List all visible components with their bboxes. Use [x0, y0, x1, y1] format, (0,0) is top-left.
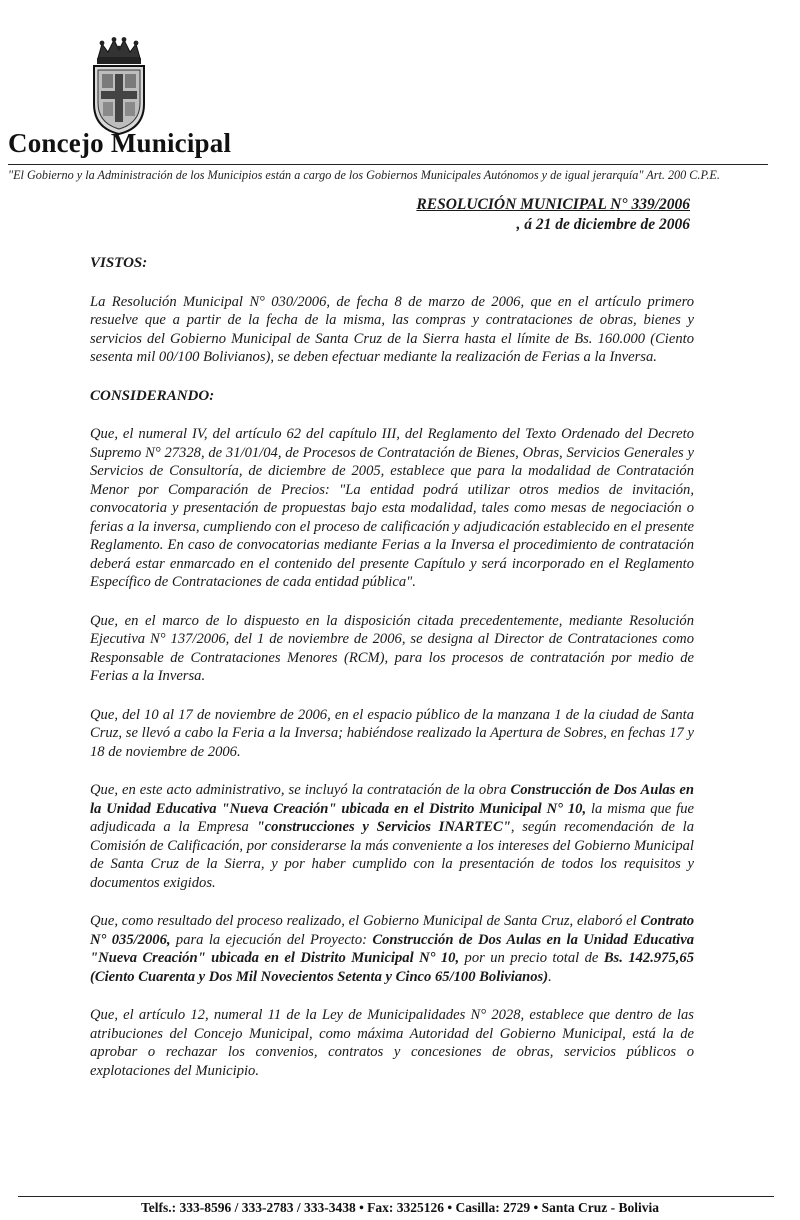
footer-divider	[18, 1196, 774, 1197]
p4-bold-1: Construcción de Dos Aulas en la Unidad Educativa "Nueva Creación" ubicada en el Distrito Municipal N° 10,	[90, 782, 694, 817]
considerando-heading: CONSIDERANDO:	[90, 387, 215, 404]
header-motto: "El Gobierno y la Administración de los Municipios están a cargo de los Gobiernos Municipales Autónomos y de igual jerarquía" Art. 200 C.P.E.	[8, 168, 720, 182]
resolution-date: , á 21 de diciembre de 2006	[516, 216, 690, 233]
p4-text-3: , según recomendación de la Comisión de Calificación, por considerarse la más conveniente a los intereses del Gobierno Municipal de Santa Cruz de la Sierra, y por haber cumplido con la presentación de todos los requisitos y documentos exigidos.	[90, 819, 695, 891]
considerando-paragraph-3: Que, del 10 al 17 de noviembre de 2006, en el espacio público de la manzana 1 de la ciudad de Santa Cruz, se llevó a cabo la Feria a la Inversa; habiéndose realizado la Apertura de Sobres, en fechas 17 y 18 de noviembre de 2006.	[90, 706, 694, 760]
considerando-paragraph-5	[90, 912, 694, 986]
header-divider	[8, 164, 768, 165]
coat-of-arms-icon	[88, 36, 150, 136]
vistos-paragraph: La Resolución Municipal N° 030/2006, de fecha 8 de marzo de 2006, que en el artículo primero resuelve que a partir de la fecha de la misma, las compras y contrataciones de obras, bienes y servicios del Gobierno Municipal de Santa Cruz de la Sierra hasta el límite de Bs. 160.000 (Ciento sesenta mil 00/100 Bolivianos), se deben efectuar mediante la realización de Ferias a la Inversa.	[90, 293, 694, 365]
p4-text-2: la misma que fue adjudicada a la Empresa	[90, 800, 694, 835]
p5-text-4: .	[548, 968, 552, 985]
p5-bold-1: Contrato N° 035/2006,	[90, 913, 694, 948]
considerando-paragraph-2: Que, en el marco de lo dispuesto en la disposición citada precedentemente, mediante Resolución Ejecutiva N° 137/2006, del 1 de noviembre de 2006, se designa al Director de Contrataciones como Responsable de Contrataciones Menores (RCM), para los procesos de contratación por medio de Ferias a la Inversa.	[90, 612, 694, 684]
p4-bold-2: "construcciones y Servicios INARTEC"	[256, 819, 511, 835]
considerando-paragraph-4	[90, 781, 694, 892]
p5-bold-2: Construcción de Dos Aulas en la Unidad Educativa "Nueva Creación" ubicada en el Distrito Municipal N° 10,	[90, 931, 695, 966]
vistos-heading: VISTOS:	[90, 255, 148, 271]
p5-text-2: para la ejecución del Proyecto:	[170, 931, 373, 948]
document-body	[90, 254, 694, 1100]
footer-contact: Telfs.: 333-8596 / 333-2783 / 333-3438 • Fax: 3325126 • Casilla: 2729 • Santa Cruz - Bolivia	[140, 1200, 660, 1215]
resolution-title: RESOLUCIÓN MUNICIPAL N° 339/2006	[416, 196, 690, 213]
organization-name: Concejo Municipal	[8, 128, 232, 158]
considerando-paragraph-6: Que, el artículo 12, numeral 11 de la Ley de Municipalidades N° 2028, establece que dentro de las atribuciones del Concejo Municipal, como máxima Autoridad del Gobierno Municipal, está la de aprobar o rechazar los convenios, contratos y concesiones de obras, servicios públicos o explotaciones del Municipio.	[90, 1007, 694, 1079]
p5-bold-3: Bs. 142.975,65 (Ciento Cuarenta y Dos Mil Novecientos Setenta y Cinco 65/100 Bolivianos)	[90, 950, 694, 985]
p4-text-1: Que, en este acto administrativo, se incluyó la contratación de la obra	[90, 782, 511, 798]
considerando-paragraph-1: Que, el numeral IV, del artículo 62 del capítulo III, del Reglamento del Texto Ordenado del Decreto Supremo N° 27328, de 31/01/04, de Procesos de Contratación de Bienes, Obras, Servicios Generales y Servicios de Consultoría, de diciembre de 2005, establece que para la modalidad de Contratación Menor por Comparación de Precios: "La entidad podrá utilizar otros medios de invitación, convocatoria y presentación de propuestas bajo esta modalidad, tales como mesas de negociación o ferias a la inversa, cumpliendo con el proceso de calificación y adjudicación establecido en el presente Reglamento. En caso de convocatorias mediante Ferias a la Inversa el procedimiento de contratación deberá estar enmarcado en el contenido del presente Capítulo y será incorporado en el Reglamento Específico de Contrataciones de cada entidad pública".	[90, 426, 694, 590]
p5-text-3: por un precio total de	[459, 950, 604, 966]
p5-text-1: Que, como resultado del proceso realizado, el Gobierno Municipal de Santa Cruz, elaboró el	[90, 913, 641, 929]
